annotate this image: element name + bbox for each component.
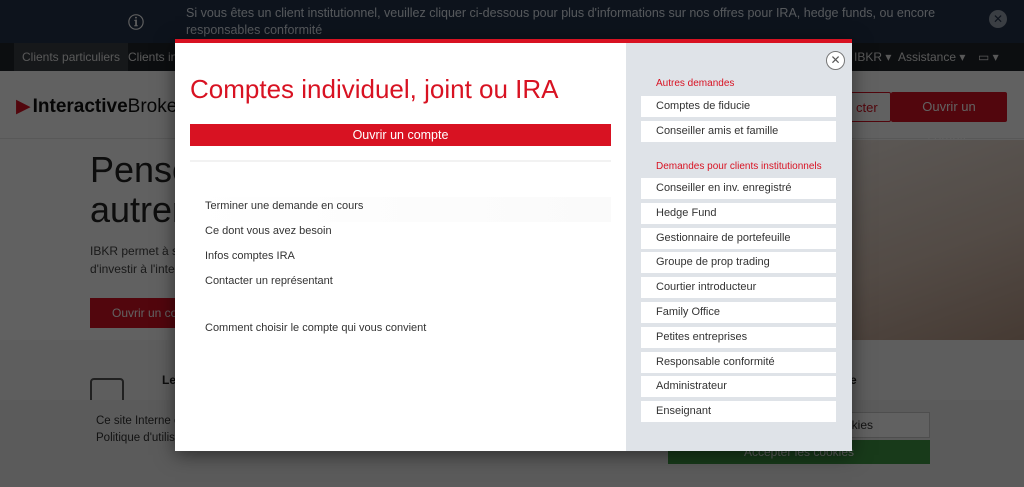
close-icon[interactable]: ✕ bbox=[826, 51, 845, 70]
option-prop-trading-group[interactable]: Groupe de prop trading bbox=[641, 252, 836, 273]
option-friends-family-advisor[interactable]: Conseiller amis et famille bbox=[641, 121, 836, 142]
option-educator[interactable]: Enseignant bbox=[641, 401, 836, 422]
option-introducing-broker[interactable]: Courtier introducteur bbox=[641, 277, 836, 298]
institutional-heading: Demandes pour clients institutionnels bbox=[656, 161, 822, 172]
option-small-business[interactable]: Petites entreprises bbox=[641, 327, 836, 348]
account-modal bbox=[175, 39, 852, 451]
menu-item-contact-rep[interactable]: Contacter un représentant bbox=[205, 275, 333, 287]
option-hedge-fund[interactable]: Hedge Fund bbox=[641, 203, 836, 224]
open-account-button[interactable]: Ouvrir un compte bbox=[190, 124, 611, 146]
menu-item-ira-info[interactable]: Infos comptes IRA bbox=[205, 250, 295, 262]
menu-item-resume-application[interactable]: Terminer une demande en cours bbox=[190, 197, 611, 222]
option-compliance-officer[interactable]: Responsable conformité bbox=[641, 352, 836, 373]
divider bbox=[190, 160, 611, 162]
option-family-office[interactable]: Family Office bbox=[641, 302, 836, 323]
menu-item-what-you-need[interactable]: Ce dont vous avez besoin bbox=[205, 225, 332, 237]
option-portfolio-manager[interactable]: Gestionnaire de portefeuille bbox=[641, 228, 836, 249]
option-administrator[interactable]: Administrateur bbox=[641, 376, 836, 397]
choose-account-link[interactable]: Comment choisir le compte qui vous convient bbox=[205, 322, 427, 334]
modal-title: Comptes individuel, joint ou IRA bbox=[190, 74, 559, 104]
modal-menu bbox=[190, 197, 611, 297]
option-registered-advisor[interactable]: Conseiller en inv. enregistré bbox=[641, 178, 836, 199]
other-requests-heading: Autres demandes bbox=[656, 78, 735, 89]
option-trust-accounts[interactable]: Comptes de fiducie bbox=[641, 96, 836, 117]
